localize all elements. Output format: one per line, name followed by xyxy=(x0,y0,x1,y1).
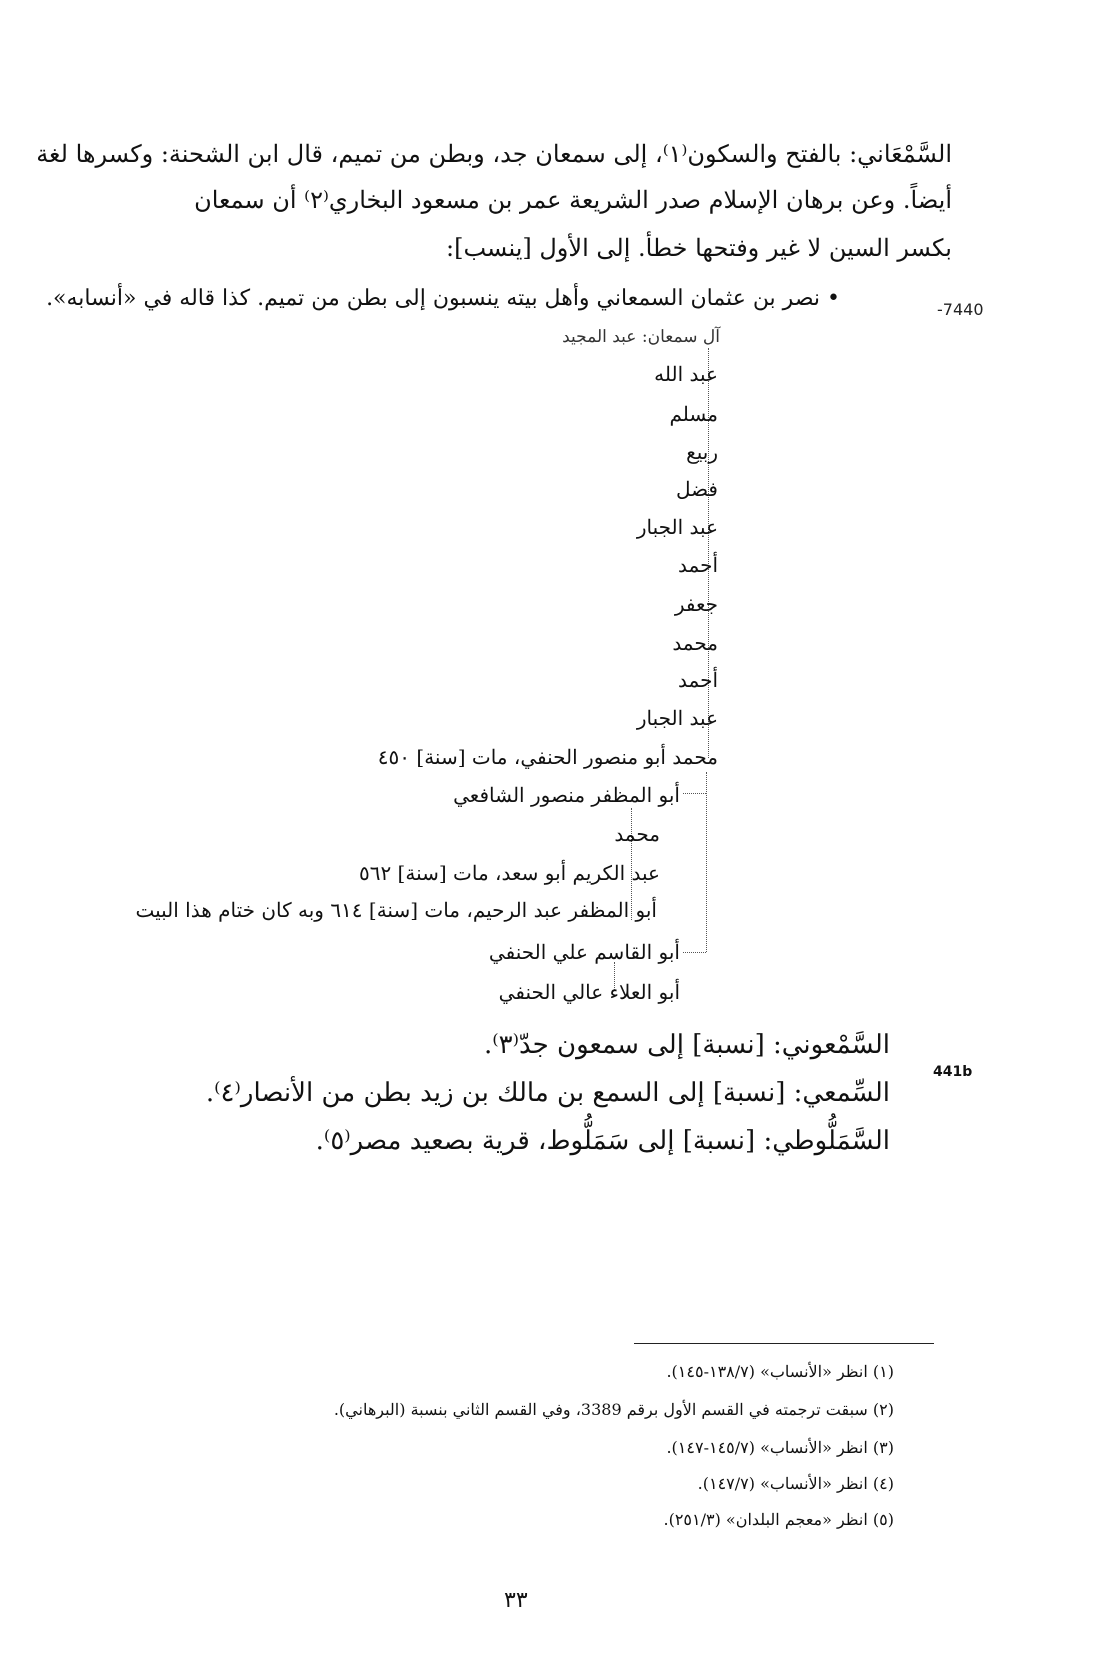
tree-node: عبد الجبار xyxy=(636,515,718,539)
tree-header: آل سمعان: عبد المجيد xyxy=(562,327,720,347)
tree-branch-line xyxy=(706,772,707,952)
tree-node: عبد الكريم أبو سعد، مات [سنة] ٥٦٢ xyxy=(358,861,660,885)
footnote: (٤) انظر «الأنساب» (١٤٧/٧). xyxy=(697,1474,894,1493)
nisba-entry: السَّمَلُّوطي: [نسبة] إلى سَمَلُّوط، قرية بصعيد مصر⁽٥⁾. xyxy=(315,1126,890,1156)
intro-line-2: أيضاً. وعن برهان الإسلام صدر الشريعة عمر بن مسعود البخاري⁽٢⁾ أن سمعان xyxy=(194,186,952,214)
nisba-entry: السَّمْعوني: [نسبة] إلى سمعون جدّ⁽٣⁾. xyxy=(483,1030,890,1060)
footnote: (٢) سبقت ترجمته في القسم الأول برقم 3389، وفي القسم الثاني بنسبة (البرهاني). xyxy=(333,1400,894,1419)
manuscript-folio-marker: 441b xyxy=(933,1064,973,1080)
tree-node: مسلم xyxy=(669,402,718,426)
footnote-divider xyxy=(634,1343,934,1344)
tree-node: محمد xyxy=(614,822,660,846)
tree-node: أبو العلاء عالي الحنفي xyxy=(498,980,680,1004)
footnote: (٣) انظر «الأنساب» (١٤٥/٧-١٤٧). xyxy=(666,1438,894,1457)
footnote: (٥) انظر «معجم البلدان» (٢٥١/٣). xyxy=(663,1510,894,1529)
tree-node: جعفر xyxy=(674,592,718,616)
tree-branch-connector-a xyxy=(683,793,706,794)
tree-node: فضل xyxy=(675,477,718,501)
tree-node: عبد الله xyxy=(654,362,718,386)
tree-root-node: محمد أبو منصور الحنفي، مات [سنة] ٤٥٠ xyxy=(377,745,718,769)
page-number: ٣٣ xyxy=(504,1588,528,1613)
intro-line-3: بكسر السين لا غير وفتحها خطأ. إلى الأول [ينسب]: xyxy=(446,234,952,262)
tree-node: أبو القاسم علي الحنفي xyxy=(488,940,680,964)
tree-node: محمد xyxy=(672,631,718,655)
tree-node: أحمد xyxy=(678,553,718,577)
tree-node: أبو المظفر منصور الشافعي xyxy=(453,783,680,807)
entry-text: • نصر بن عثمان السمعاني وأهل بيته ينسبون إلى بطن من تميم. كذا قاله في «أنسابه». xyxy=(46,286,840,311)
intro-line-1: السَّمْعَاني: بالفتح والسكون⁽١⁾، إلى سمعان جد، وبطن من تميم، قال ابن الشحنة: وكسرها لغة xyxy=(36,140,952,168)
tree-node: أبو المظفر عبد الرحيم، مات [سنة] ٦١٤ وبه كان ختام هذا البيت xyxy=(135,898,657,922)
tree-node: ربيع xyxy=(686,440,718,464)
footnote: (١) انظر «الأنساب» (١٣٨/٧-١٤٥). xyxy=(666,1362,894,1381)
tree-node: عبد الجبار xyxy=(636,706,718,730)
entry-number: -7440 xyxy=(937,300,984,319)
tree-node: أحمد xyxy=(678,668,718,692)
tree-branch-connector-b xyxy=(683,952,706,953)
nisba-entry: السِّمعي: [نسبة] إلى السمع بن مالك بن زيد بطن من الأنصار⁽٤⁾. xyxy=(205,1078,890,1108)
